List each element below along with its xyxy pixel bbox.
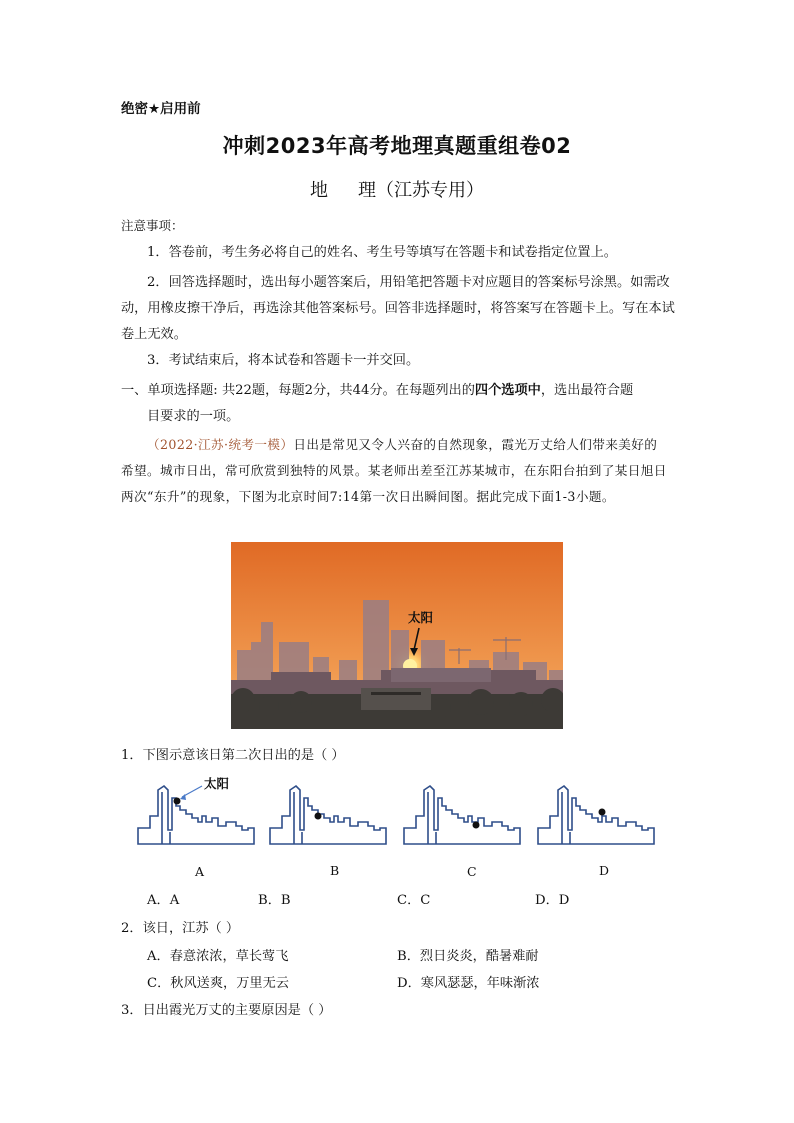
- q1-option-c[interactable]: C．C: [397, 893, 431, 908]
- q1-option-b[interactable]: B．B: [258, 893, 291, 908]
- page-subtitle: [0, 176, 794, 202]
- diagram-sun-label: 太阳: [204, 776, 230, 791]
- diagram-label-c: C: [467, 864, 477, 879]
- sun-dot-d: [599, 809, 606, 816]
- sun-dot-a: [174, 798, 181, 805]
- q1-option-d[interactable]: D．D: [535, 893, 570, 908]
- sun-dot-c: [473, 822, 480, 829]
- q2-option-a[interactable]: A．春意浓浓，草长莺飞: [147, 949, 289, 964]
- q2-option-b[interactable]: B．烈日炎炎，酷暑难耐: [397, 949, 539, 964]
- section-tail: ，选出最符合题: [540, 383, 634, 398]
- reading-passage: [121, 432, 669, 510]
- question-3-stem: 3．日出霞光万丈的主要原因是（ ）: [121, 1003, 332, 1018]
- subtitle-part-b: 理（江苏专用）: [358, 180, 484, 201]
- q2-option-c[interactable]: C．秋风送爽，万里无云: [147, 976, 289, 991]
- diagram-label-d: D: [599, 863, 610, 878]
- sun-dot-b: [315, 813, 322, 820]
- section-line2: 目要求的一项。: [147, 409, 240, 424]
- question-2-stem: 2．该日，江苏（ ）: [121, 921, 240, 936]
- section-lead: 一、单项选择题: 共22题，每题2分，共44分。在每题列出的: [121, 383, 475, 398]
- note-item: 3．考试结束后，将本试卷和答题卡一并交回。: [147, 353, 420, 368]
- passage-source: （2022·江苏·统考一模）: [147, 437, 294, 452]
- note-item: 1．答卷前，考生务必将自己的姓名、考生号等填写在答题卡和试卷指定位置上。: [147, 245, 617, 260]
- q1-option-a[interactable]: A．A: [147, 893, 180, 908]
- sunrise-photo: [231, 542, 563, 729]
- diagram-label-a: A: [195, 864, 205, 879]
- section-bold: 四个选项中: [474, 383, 541, 398]
- skyline-diagrams: [130, 770, 675, 865]
- section-heading: [121, 378, 681, 430]
- passage-text: 日出是常见又令人兴奋的自然现象，霞光万丈给人们带来美好的希望。城市日出，常可欣赏到独特的风景。某老师出差至江苏某城市，在东阳台拍到了某日旭日两次“东升”的现象，下图为北京时间7:14第一次日出瞬间图。据此完成下面1-3小题。: [121, 437, 667, 504]
- question-1-stem: 1．下图示意该日第二次日出的是（ ）: [121, 748, 345, 763]
- sun-label: 太阳: [408, 610, 434, 625]
- diagram-label-b: B: [330, 863, 340, 878]
- note-item: 2．回答选择题时，选出每小题答案后，用铅笔把答题卡对应题目的答案标号涂黑。如需改动，用橡皮擦干净后，再选涂其他答案标号。回答非选择题时，将答案写在答题卡上。写在本试卷上无效。: [121, 275, 675, 342]
- notes-label: 注意事项：: [121, 218, 184, 233]
- q2-option-d[interactable]: D．寒风瑟瑟，年味渐浓: [397, 976, 540, 991]
- page-title: 冲刺2023年高考地理真题重组卷02: [222, 134, 572, 158]
- subtitle-part-a: 地: [310, 180, 328, 201]
- confidential-mark: 绝密★启用前: [121, 101, 201, 117]
